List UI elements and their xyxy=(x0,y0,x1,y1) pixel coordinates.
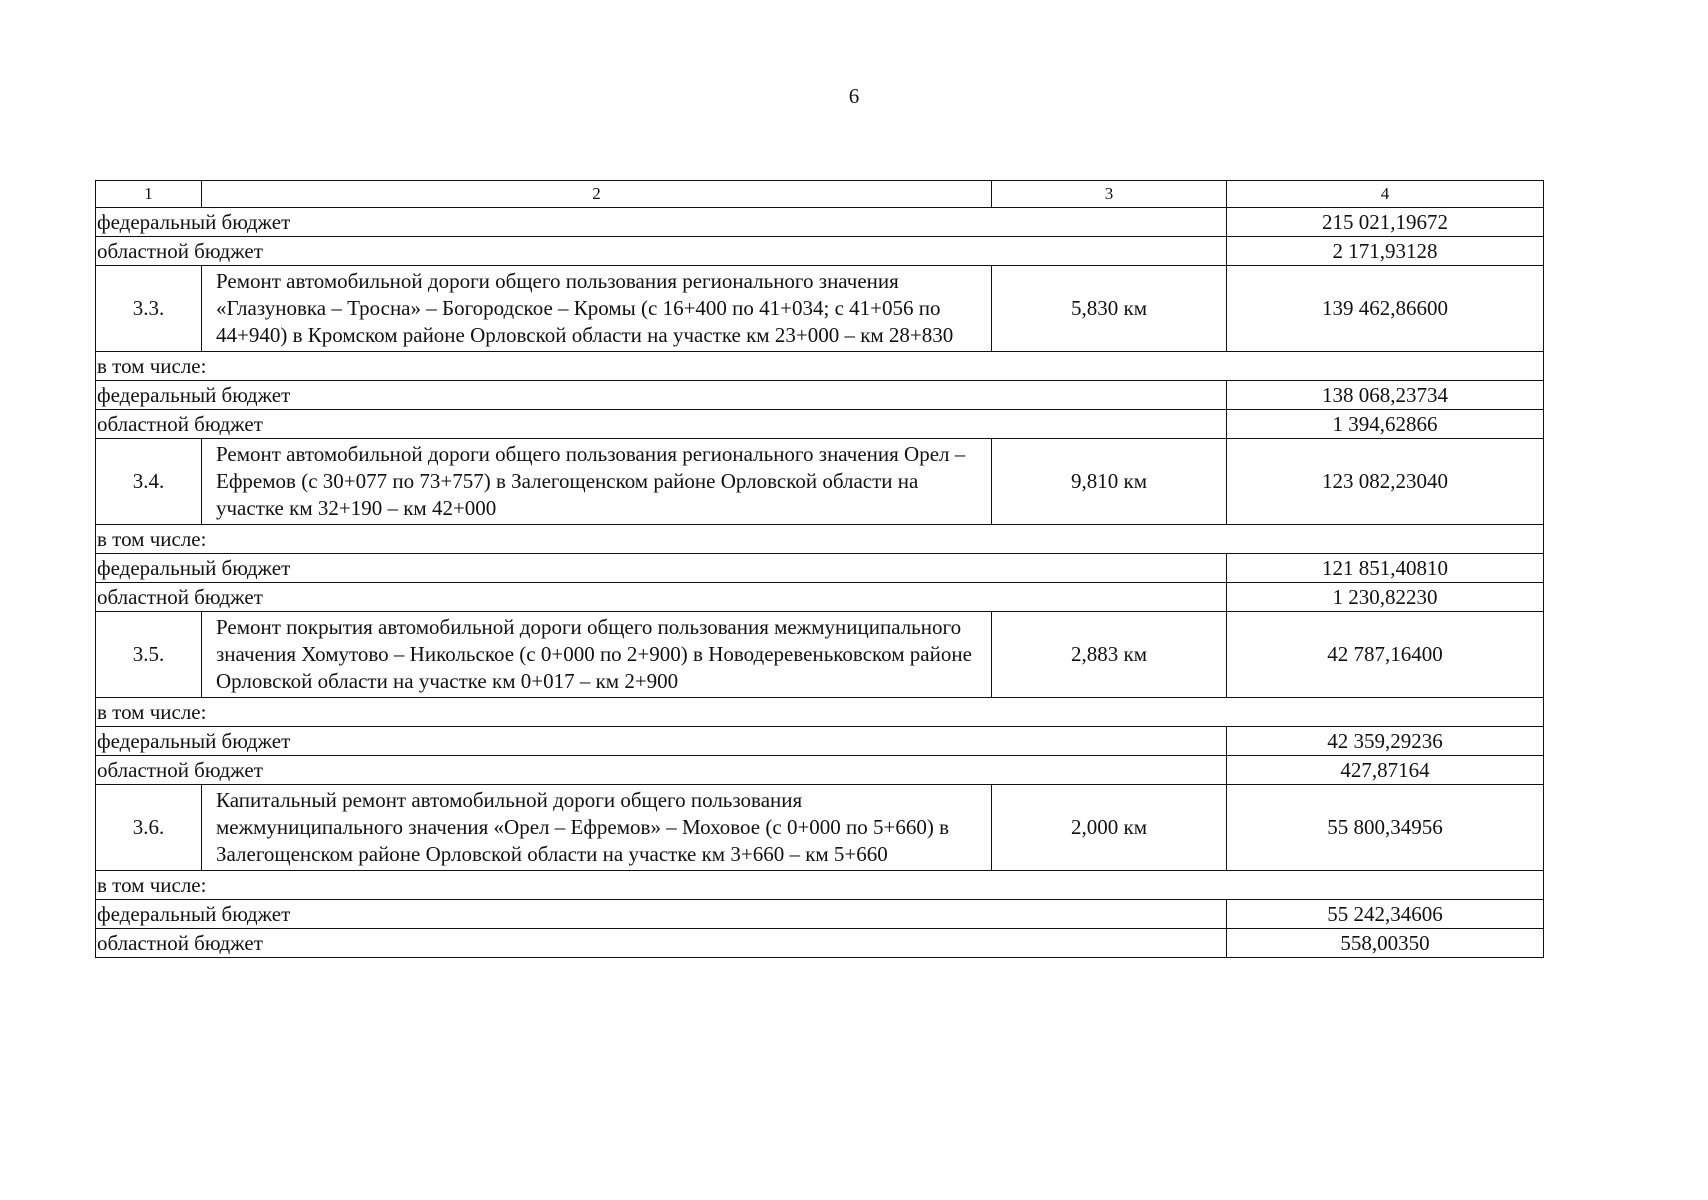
item-description: Ремонт автомобильной дороги общего пользования регионального значения «Глазуновка – Тросна» – Богородское – Кромы (с 16+400 по 41+034; с 41+056 по 44+940) в Кромском районе Орловской области на участке км 23+000 – км 28+830 xyxy=(202,266,992,352)
column-number-row xyxy=(96,181,1544,208)
column-number-2: 2 xyxy=(202,181,992,208)
item-length: 2,000 км xyxy=(992,785,1227,871)
table-row xyxy=(96,756,1544,785)
including-label: в том числе: xyxy=(96,871,1544,900)
regional-budget-amount: 1 230,82230 xyxy=(1227,583,1544,612)
regional-budget-label: областной бюджет xyxy=(96,237,1227,266)
federal-budget-amount: 215 021,19672 xyxy=(1227,208,1544,237)
item-length: 5,830 км xyxy=(992,266,1227,352)
item-description: Капитальный ремонт автомобильной дороги общего пользования межмуниципального значения «Орел – Ефремов» – Моховое (с 0+000 по 5+660) в Залегощенском районе Орловской области на участке км 3+660 – км 5+660 xyxy=(202,785,992,871)
table-row xyxy=(96,583,1544,612)
including-label: в том числе: xyxy=(96,352,1544,381)
item-number: 3.5. xyxy=(96,612,202,698)
item-number: 3.3. xyxy=(96,266,202,352)
item-number: 3.6. xyxy=(96,785,202,871)
item-length: 2,883 км xyxy=(992,612,1227,698)
column-number-1: 1 xyxy=(96,181,202,208)
item-row xyxy=(96,785,1544,871)
table-row xyxy=(96,525,1544,554)
table-row xyxy=(96,381,1544,410)
federal-budget-label: федеральный бюджет xyxy=(96,900,1227,929)
regional-budget-amount: 1 394,62866 xyxy=(1227,410,1544,439)
regional-budget-label: областной бюджет xyxy=(96,410,1227,439)
table-row xyxy=(96,237,1544,266)
regional-budget-label: областной бюджет xyxy=(96,756,1227,785)
item-description: Ремонт автомобильной дороги общего пользования регионального значения Орел – Ефремов (с 30+077 по 73+757) в Залегощенском районе Орловской области на участке км 32+190 – км 42+000 xyxy=(202,439,992,525)
federal-budget-label: федеральный бюджет xyxy=(96,727,1227,756)
item-number: 3.4. xyxy=(96,439,202,525)
including-label: в том числе: xyxy=(96,698,1544,727)
table-row xyxy=(96,900,1544,929)
item-amount: 139 462,86600 xyxy=(1227,266,1544,352)
item-row xyxy=(96,266,1544,352)
table-row xyxy=(96,352,1544,381)
item-amount: 55 800,34956 xyxy=(1227,785,1544,871)
federal-budget-amount: 138 068,23734 xyxy=(1227,381,1544,410)
item-amount: 123 082,23040 xyxy=(1227,439,1544,525)
page-number: 6 xyxy=(848,84,860,108)
regional-budget-amount: 2 171,93128 xyxy=(1227,237,1544,266)
table-row xyxy=(96,871,1544,900)
regional-budget-amount: 427,87164 xyxy=(1227,756,1544,785)
budget-table xyxy=(95,180,1544,958)
item-amount: 42 787,16400 xyxy=(1227,612,1544,698)
item-length: 9,810 км xyxy=(992,439,1227,525)
regional-budget-label: областной бюджет xyxy=(96,583,1227,612)
federal-budget-label: федеральный бюджет xyxy=(96,381,1227,410)
regional-budget-amount: 558,00350 xyxy=(1227,929,1544,958)
regional-budget-label: областной бюджет xyxy=(96,929,1227,958)
table-row xyxy=(96,727,1544,756)
table-row xyxy=(96,929,1544,958)
item-description: Ремонт покрытия автомобильной дороги общего пользования межмуниципального значения Хомутово – Никольское (с 0+000 по 2+900) в Новодеревеньковском районе Орловской области на участке км 0+017 – км 2+900 xyxy=(202,612,992,698)
federal-budget-label: федеральный бюджет xyxy=(96,208,1227,237)
table-row xyxy=(96,208,1544,237)
item-row xyxy=(96,612,1544,698)
item-row xyxy=(96,439,1544,525)
table-row xyxy=(96,410,1544,439)
federal-budget-amount: 42 359,29236 xyxy=(1227,727,1544,756)
table-row xyxy=(96,554,1544,583)
including-label: в том числе: xyxy=(96,525,1544,554)
federal-budget-amount: 121 851,40810 xyxy=(1227,554,1544,583)
federal-budget-label: федеральный бюджет xyxy=(96,554,1227,583)
federal-budget-amount: 55 242,34606 xyxy=(1227,900,1544,929)
column-number-4: 4 xyxy=(1227,181,1544,208)
column-number-3: 3 xyxy=(992,181,1227,208)
table-row xyxy=(96,698,1544,727)
